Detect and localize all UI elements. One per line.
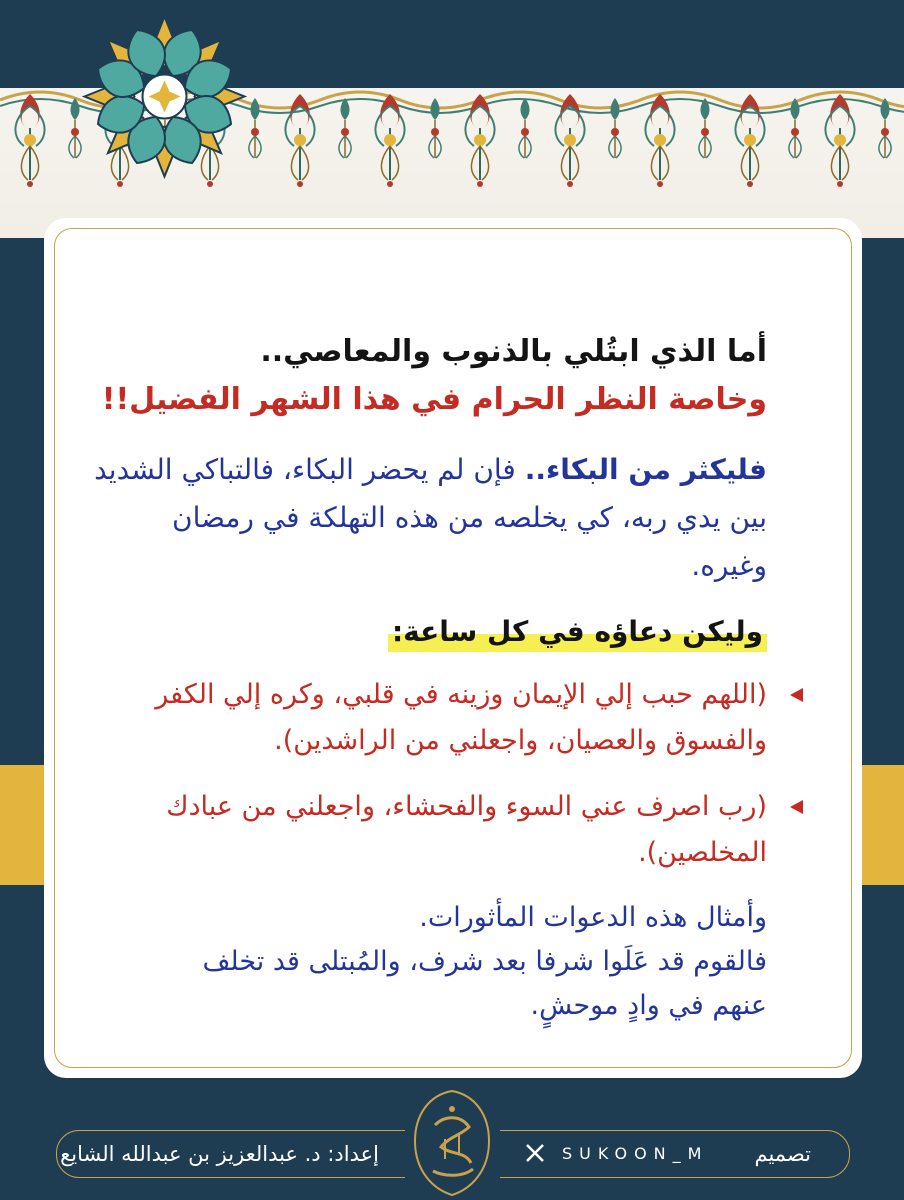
triangle-bullet-icon [790,800,803,814]
rosette-icon [82,14,247,179]
paragraph-rest: فإن لم يحضر البكاء، فالتباكي الشديد [94,453,525,486]
closing-paragraph [127,896,767,1028]
paragraph-line-2: بين يدي ربه، كي يخلصه من هذه التهلكة في رمضان [172,501,767,534]
bullet-1-line-2: والفسوق والعصيان، واجعلني من الراشدين). [274,725,767,756]
paragraph-bold: فليكثر من البكاء.. [524,453,767,486]
highlight-text: وليكن دعاؤه في كل ساعة: [388,612,767,652]
card-content [94,328,767,1028]
dua-bullet-2 [127,784,767,876]
closing-line-2: فالقوم قد عَلَوا شرفا بعد شرف، والمُبتلى قد تخلف [202,946,767,977]
heading-line-1: أما الذي ابتُلي بالذنوب والمعاصي.. [260,334,767,369]
main-paragraph [94,446,767,590]
highlight-row [127,612,767,652]
calligraphy-emblem-icon [405,1085,500,1200]
x-icon[interactable] [525,1143,545,1163]
closing-line-1: وأمثال هذه الدعوات المأثورات. [419,902,767,933]
social-handle[interactable]: SUKOON_M [562,1144,709,1163]
bullet-2-line-1: (رب اصرف عني السوء والفحشاء، واجعلني من عبادك [166,791,767,822]
author-credit: إعداد: د. عبدالعزيز بن عبدالله الشايع [60,1142,379,1166]
heading-line-2: وخاصة النظر الحرام في هذا الشهر الفضيل!! [101,382,767,417]
bullet-1-line-1: (اللهم حبب إلي الإيمان وزينه في قلبي، وكره إلي الكفر [155,679,767,710]
bullet-2-line-2: المخلصين). [638,837,767,868]
triangle-bullet-icon [790,688,803,702]
content-card [44,218,862,1078]
closing-line-3: عنهم في وادٍ موحشٍ. [530,990,767,1021]
paragraph-line-3: وغيره. [691,549,767,582]
dua-bullet-1 [127,672,767,764]
design-label: تصميم [754,1142,811,1166]
